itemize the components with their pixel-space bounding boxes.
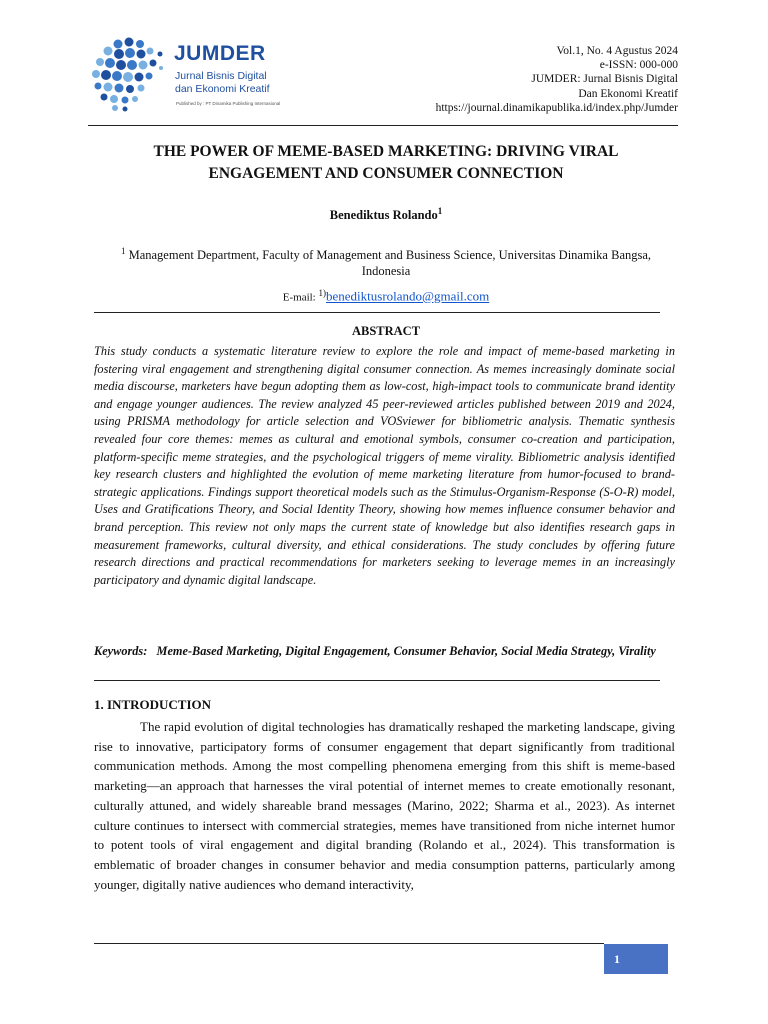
affiliation xyxy=(100,243,672,279)
journal-logo xyxy=(88,34,288,114)
journal-name-line1: JUMDER: Jurnal Bisnis Digital xyxy=(531,73,678,86)
affiliation-sup: 1 xyxy=(120,246,126,256)
globe-dots-icon xyxy=(88,34,170,114)
journal-header xyxy=(88,34,678,120)
logo-subtitle-line1: Jurnal Bisnis Digital xyxy=(175,70,267,82)
email-line xyxy=(94,288,678,305)
keywords-label: Keywords: xyxy=(94,644,148,658)
introduction-paragraph: The rapid evolution of digital technologies has dramatically reshaped the marketing landscape, giving rise to innovative, participatory forms of consumer engagement that depart significantly from traditional communication methods. Among the most compelling phenomena emerging from this shift is meme-based marketing—an approach that harnesses the viral potential of internet memes to create emotionally resonant, culturally attuned, and widely shareable brand messages (Marino, 2022; Sharma et al., 2023). As internet culture continues to intersect with commercial strategies, memes have transitioned from niche internet humor to potent tools of viral engagement and digital branding (Rolando et al., 2024). This transformation is emblematic of broader changes in consumer behavior and media consumption patterns, particularly among younger, digitally native audiences who demand interactivity, xyxy=(94,719,675,892)
abstract-bottom-divider xyxy=(94,680,660,681)
email-link[interactable]: benediktusrolando@gmail.com xyxy=(326,288,490,304)
abstract-heading: ABSTRACT xyxy=(351,324,421,338)
keywords xyxy=(94,643,675,660)
footer-divider xyxy=(94,943,604,944)
volume-issue: Vol.1, No. 4 Agustus 2024 xyxy=(556,45,678,57)
keywords-text: Meme-Based Marketing, Digital Engagement, Consumer Behavior, Social Media Strategy, Virality xyxy=(156,644,656,658)
logo-publisher: Published by : PT Dinamika Publishing Internasional xyxy=(176,101,281,106)
issn: e-ISSN: 000-000 xyxy=(599,59,678,72)
abstract-text: This study conducts a systematic literature review to explore the role and impact of meme-based marketing in fostering viral engagement and strengthening digital consumer connection. As memes increasingly dominate social media discourse, marketers have begun adopting them as low-cost, high-impact tools to communicate brand identity and engage younger audiences. The review analyzed 45 peer-reviewed articles published between 2019 and 2024, using PRISMA methodology for article selection and VOSviewer for bibliometric analysis. Thematic synthesis revealed four core themes: memes as cultural and emotional symbols, consumer co-creation and participation, platform-specific meme strategies, and the psychological triggers of meme virality. Bibliometric analysis identified key research clusters and highlighted the evolution of meme marketing literature from humor-focused to brand-strategic applications. Findings support theoretical models such as the Stimulus-Organism-Response (S-O-R) model, Uses and Gratifications Theory, and Social Identity Theory, showing how memes influence consumer behavior and brand perception. This review not only maps the current state of knowledge but also identifies research gaps in measurement frameworks, cultural diversity, and ethical considerations. The study concludes by offering future research directions and practical recommendations for marketers seeking to leverage memes in an increasingly participatory and dynamic digital landscape. xyxy=(94,344,675,587)
author xyxy=(94,206,678,223)
abstract-top-divider xyxy=(94,312,660,313)
title-line-1: THE POWER OF MEME-BASED MARKETING: DRIVING VIRAL xyxy=(153,143,619,160)
page-number: 1 xyxy=(614,952,620,966)
affiliation-text: Management Department, Faculty of Management and Business Science, Universitas Dinamika Bangsa, Indonesia xyxy=(128,248,652,279)
author-sup: 1 xyxy=(437,206,443,216)
email-label: E-mail: xyxy=(282,291,316,304)
journal-info xyxy=(436,44,678,115)
section-heading-introduction: 1. INTRODUCTION xyxy=(94,697,212,712)
title-line-2: ENGAGEMENT AND CONSUMER CONNECTION xyxy=(208,165,564,182)
page-number-box xyxy=(604,944,668,974)
logo-name: JUMDER xyxy=(174,42,266,65)
paper-title xyxy=(94,141,678,185)
email-sup: 1) xyxy=(318,288,326,298)
logo-subtitle-line2: dan Ekonomi Kreatif xyxy=(175,83,270,95)
author-name: Benediktus Rolando xyxy=(329,208,438,223)
journal-url[interactable]: https://journal.dinamikapublika.id/index.php/Jumder xyxy=(435,101,678,114)
journal-name-line2: Dan Ekonomi Kreatif xyxy=(578,87,678,100)
header-divider xyxy=(88,125,678,126)
